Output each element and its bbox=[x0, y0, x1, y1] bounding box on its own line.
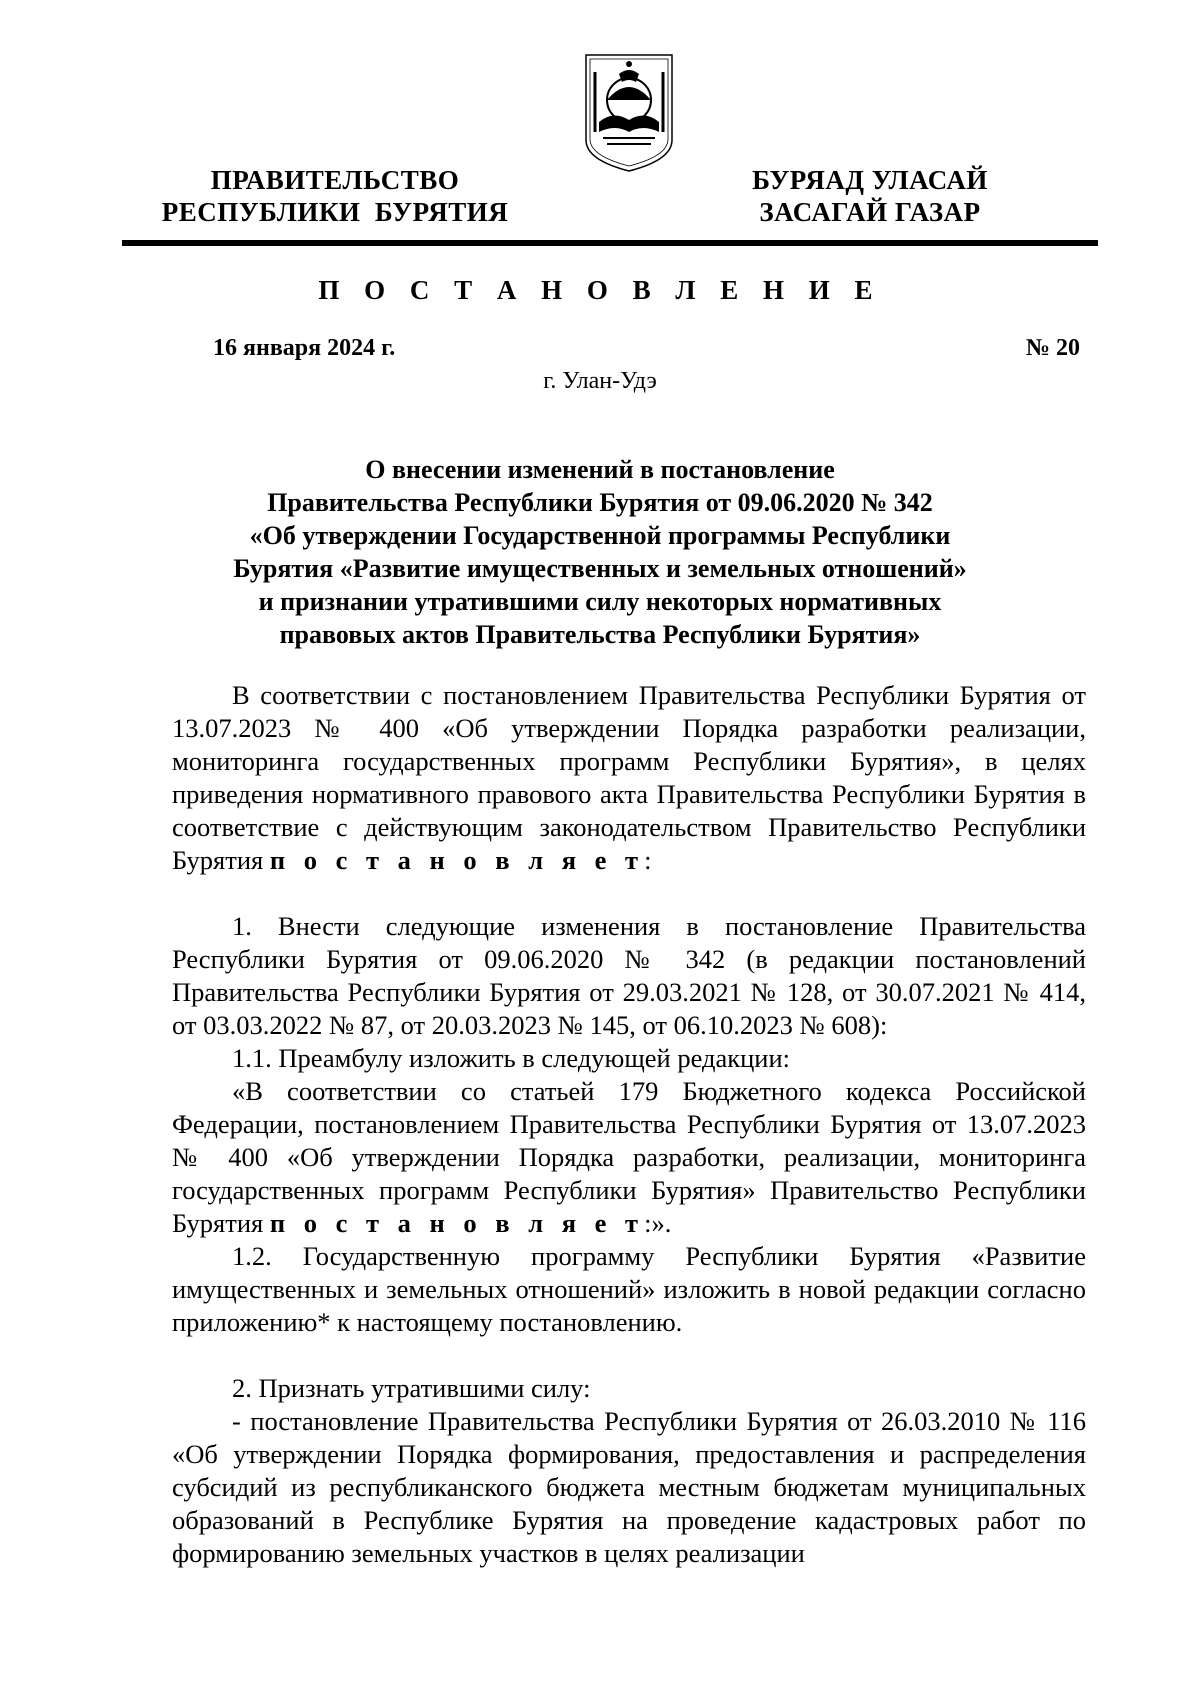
preamble-paragraph bbox=[172, 679, 1086, 877]
preamble-end: : bbox=[644, 845, 652, 875]
title-line: «Об утверждении Государственной программы Республики bbox=[249, 521, 951, 550]
header-divider bbox=[122, 240, 1098, 246]
title-line: правовых актов Правительства Республики Бурятия» bbox=[279, 620, 921, 649]
title-line: Правительства Республики Бурятия от 09.06.2020 № 342 bbox=[267, 488, 933, 517]
coat-of-arms-emblem bbox=[583, 52, 675, 174]
title-line: и признании утратившими силу некоторых нормативных bbox=[258, 587, 942, 616]
spacer bbox=[172, 877, 1086, 910]
item-2: 2. Признать утратившими силу: bbox=[232, 1373, 591, 1403]
org-name-russian bbox=[125, 164, 545, 228]
title-line: О внесении изменений в постановление bbox=[365, 455, 835, 484]
postanovlyaet-emphasis: п о с т а н о в л я е т bbox=[269, 845, 645, 875]
title-line: Бурятия «Развитие имущественных и земельных отношений» bbox=[233, 554, 967, 583]
document-date: 16 января 2024 г. bbox=[213, 335, 396, 361]
item-1-1: 1.1. Преамбулу изложить в следующей редакции: bbox=[232, 1043, 791, 1073]
quoted-postanovlyaet-emphasis: п о с т а н о в л я е т bbox=[269, 1208, 645, 1238]
preamble-text: В соответствии с постановлением Правительства Республики Бурятия от 13.07.2023 № 400 «Об утверждении Порядка разработки реализации, мониторинга государственных программ Республики Бурятия», в целях приведения нормативного правового акта Правительства Республики Бурятия в соответствие с действующим законодательством Правительство Республики Бурятия bbox=[172, 680, 1086, 875]
item-1: 1. Внести следующие изменения в постановление Правительства Республики Бурятия от 09.06.2020 № 342 (в редакции постановлений Правительства Республики Бурятия от 29.03.2021 № 128, от 30.07.2021 № 414, от 03.03.2022 № 87, от 20.03.2023 № 145, от 06.10.2023 № 608): bbox=[172, 911, 1086, 1040]
quoted-preamble-text: «В соответствии со статьей 179 Бюджетного кодекса Российской Федерации, постановлением Правительства Республики Бурятия от 13.07.2023 № 400 «Об утверждении Порядка разработки, реализации, мониторинга государственных программ Республики Бурятия» Правительство Республики Бурятия bbox=[172, 1076, 1086, 1238]
item-2-repealed-act: - постановление Правительства Республики Бурятия от 26.03.2010 № 116 «Об утверждении Порядка формирования, предоставления и распределения субсидий из республиканского бюджета местным бюджетам муниципальных образований в Республике Бурятия на проведение кадастровых работ по формированию земельных участков в целях реализации bbox=[172, 1406, 1086, 1568]
document-city: г. Улан-Удэ bbox=[543, 368, 657, 394]
org-name-russian-line2: РЕСПУБЛИКИ БУРЯТИЯ bbox=[161, 197, 509, 227]
document-number: № 20 bbox=[1025, 335, 1080, 361]
org-name-buryat-line2: ЗАСАГАЙ ГАЗАР bbox=[759, 197, 981, 227]
org-name-buryat-line1: БУРЯАД УЛАСАЙ bbox=[752, 165, 988, 195]
document-title bbox=[150, 453, 1050, 651]
document-type: П О С Т А Н О В Л Е Н И Е bbox=[318, 275, 882, 305]
quoted-preamble-end: :». bbox=[644, 1208, 672, 1238]
document-body bbox=[172, 679, 1086, 1570]
item-1-2: 1.2. Государственную программу Республики Бурятия «Развитие имущественных и земельных отношений» изложить в новой редакции согласно приложению* к настоящему постановлению. bbox=[172, 1241, 1086, 1337]
spacer bbox=[172, 1339, 1086, 1372]
org-name-russian-line1: ПРАВИТЕЛЬСТВО bbox=[210, 165, 460, 195]
quoted-preamble bbox=[172, 1075, 1086, 1240]
org-name-buryat bbox=[720, 164, 1020, 228]
